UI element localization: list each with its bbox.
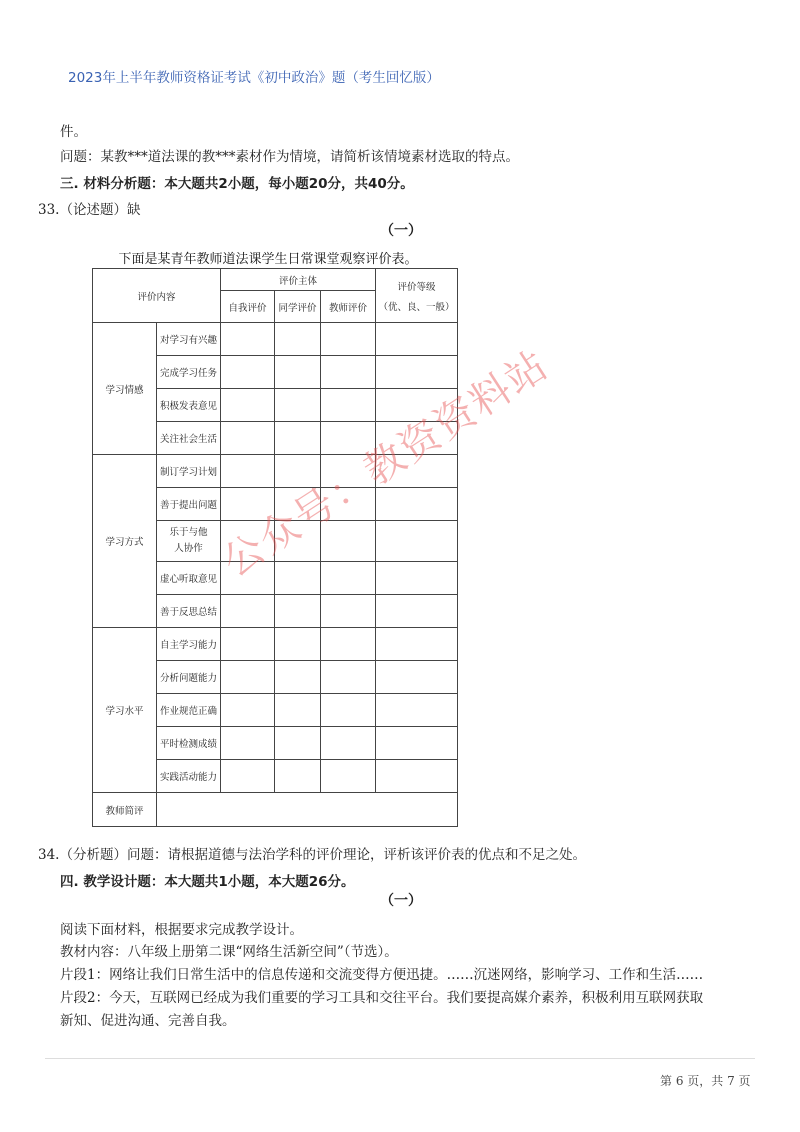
cell [376,521,458,562]
table-caption: 下面是某青年教师道法课学生日常课堂观察评价表。 [118,252,418,267]
cell [321,562,376,595]
paragraph-fragment-2-cont: 新知、促进沟通、完善自我。 [60,1013,236,1029]
item-label: 关注社会生活 [157,422,221,455]
head-subject: 评价主体 [221,269,376,291]
cell [376,356,458,389]
item-label: 善于提出问题 [157,488,221,521]
cell [275,661,321,694]
head-grade-note: （优、良、一般） [378,301,455,313]
head-peer: 同学评价 [275,291,321,323]
cell [275,760,321,793]
head-content: 评价内容 [93,269,221,323]
item-label: 制订学习计划 [157,455,221,488]
cell [275,694,321,727]
paragraph-fragment-1: 片段1：网络让我们日常生活中的信息传递和交流变得方便迅捷。……沉迷网络，影响学习、工作和生活…… [60,967,704,983]
group-label: 学习水平 [93,628,157,793]
cell [376,323,458,356]
question-32: 问题：某教***道法课的教***素材作为情境，请简析该情境素材选取的特点。 [60,149,519,165]
cell [221,595,275,628]
cell [275,389,321,422]
cell [221,727,275,760]
paragraph-material: 教材内容：八年级上册第二课“网络生活新空间”（节选）。 [60,944,398,960]
cell [275,595,321,628]
cell [275,323,321,356]
teacher-comment-label: 教师简评 [93,793,157,827]
page-number: 第 6 页，共 7 页 [660,1074,751,1088]
cell [221,356,275,389]
cell [275,727,321,760]
item-label: 平时检测成绩 [157,727,221,760]
cell [321,661,376,694]
text-line-1: 件。 [60,124,87,140]
paragraph-instructions: 阅读下面材料，根据要求完成教学设计。 [60,922,303,938]
footer-divider [45,1058,755,1059]
cell [376,595,458,628]
cell [321,356,376,389]
cell [221,694,275,727]
item-label: 实践活动能力 [157,760,221,793]
question-34: 34.（分析题）问题：请根据道德与法治学科的评价理论，评析该评价表的优点和不足之处。 [38,847,586,863]
cell [321,389,376,422]
subsection-mark-2: （一） [380,893,422,909]
cell [275,628,321,661]
cell [275,562,321,595]
item-label: 作业规范正确 [157,694,221,727]
cell [275,422,321,455]
section-4-heading: 四. 教学设计题：本大题共1小题，本大题26分。 [60,874,355,890]
cell [221,455,275,488]
item-label: 乐于与他人协作 [157,521,221,562]
group-label: 学习情感 [93,323,157,455]
cell [376,628,458,661]
cell [376,661,458,694]
item-label: 分析问题能力 [157,661,221,694]
cell [275,356,321,389]
cell [221,323,275,356]
cell [376,562,458,595]
cell [321,595,376,628]
cell [221,628,275,661]
cell [321,628,376,661]
paragraph-fragment-2: 片段2：今天，互联网已经成为我们重要的学习工具和交往平台。我们要提高媒介素养，积极利用互联网获取 [60,990,704,1006]
cell [376,694,458,727]
cell [221,760,275,793]
cell [321,727,376,760]
section-3-heading: 三. 材料分析题：本大题共2小题，每小题20分，共40分。 [60,176,414,192]
teacher-comment-cell [157,793,458,827]
head-teacher: 教师评价 [321,291,376,323]
head-self: 自我评价 [221,291,275,323]
cell [221,661,275,694]
cell [321,323,376,356]
item-label: 对学习有兴趣 [157,323,221,356]
cell [221,422,275,455]
item-label: 自主学习能力 [157,628,221,661]
watermark-text: 公众号：教资资料站 [214,341,557,587]
group-label: 学习方式 [93,455,157,628]
item-label: 善于反思总结 [157,595,221,628]
head-grade [376,269,458,323]
cell [376,727,458,760]
head-grade-label: 评价等级 [397,281,436,293]
item-label: 完成学习任务 [157,356,221,389]
cell [321,694,376,727]
cell [321,760,376,793]
cell [376,760,458,793]
page-header-title: 2023年上半年教师资格证考试《初中政治》题（考生回忆版） [68,70,440,86]
subsection-mark-1: （一） [380,223,422,239]
item-label: 虚心听取意见 [157,562,221,595]
cell [221,389,275,422]
item-label: 积极发表意见 [157,389,221,422]
question-33: 33.（论述题）缺 [38,202,141,218]
